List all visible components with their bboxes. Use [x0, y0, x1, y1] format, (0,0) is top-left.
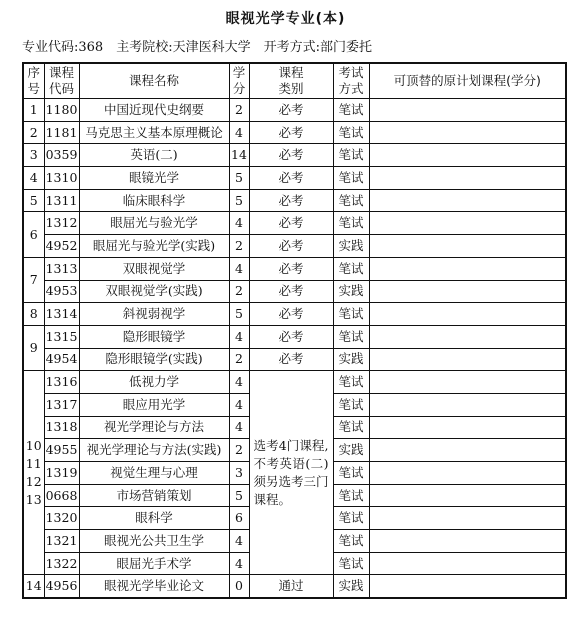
- table-row: [23, 167, 566, 190]
- course-code-cell: 1320: [44, 507, 79, 530]
- exam-method-cell: 笔试: [333, 99, 369, 122]
- exam-method-cell: 实践: [333, 575, 369, 598]
- credit-cell: 2: [229, 439, 249, 462]
- course-code-cell: 1322: [44, 552, 79, 575]
- exam-method-cell: 笔试: [333, 121, 369, 144]
- seq-cell: 5: [23, 189, 44, 212]
- credit-cell: 4: [229, 416, 249, 439]
- seq-cell: 9: [23, 325, 44, 370]
- credit-cell: 4: [229, 393, 249, 416]
- table-row: [23, 144, 566, 167]
- replaceable-course-cell: [369, 507, 566, 530]
- credit-cell: 4: [229, 325, 249, 348]
- exam-method-cell: 笔试: [333, 393, 369, 416]
- exam-method-cell: 笔试: [333, 167, 369, 190]
- course-code-cell: 4954: [44, 348, 79, 371]
- seq-cell: 8: [23, 303, 44, 326]
- course-code-cell: 4955: [44, 439, 79, 462]
- category-cell: 必考: [249, 99, 333, 122]
- table-row: [23, 348, 566, 371]
- table-row: [23, 303, 566, 326]
- header-seq: 序号: [23, 63, 44, 99]
- credit-cell: 2: [229, 99, 249, 122]
- course-code-cell: 4953: [44, 280, 79, 303]
- exam-method-cell: 笔试: [333, 303, 369, 326]
- elective-seq-number: 12: [25, 473, 42, 489]
- header-category: 课程类别: [249, 63, 333, 99]
- course-name-cell: 双眼视觉学: [79, 257, 229, 280]
- course-name-cell: 视光学理论与方法: [79, 416, 229, 439]
- credit-cell: 4: [229, 257, 249, 280]
- course-code-cell: 1314: [44, 303, 79, 326]
- replaceable-course-cell: [369, 257, 566, 280]
- elective-seq-number: 11: [25, 455, 42, 471]
- course-code-cell: 4956: [44, 575, 79, 598]
- exam-method-cell: 笔试: [333, 371, 369, 394]
- exam-method-cell: 笔试: [333, 212, 369, 235]
- course-code-cell: 4952: [44, 235, 79, 258]
- course-name-cell: 眼屈光与验光学(实践): [79, 235, 229, 258]
- header-name: 课程名称: [79, 63, 229, 99]
- header-code: 课程代码: [44, 63, 79, 99]
- replaceable-course-cell: [369, 167, 566, 190]
- credit-cell: 2: [229, 280, 249, 303]
- table-row: [23, 371, 566, 394]
- exam-method-cell: 笔试: [333, 484, 369, 507]
- credit-cell: 4: [229, 212, 249, 235]
- category-cell: 必考: [249, 144, 333, 167]
- replaceable-course-cell: [369, 303, 566, 326]
- exam-method-cell: 笔试: [333, 144, 369, 167]
- credit-cell: 4: [229, 552, 249, 575]
- exam-method-cell: 实践: [333, 235, 369, 258]
- course-code-cell: 1311: [44, 189, 79, 212]
- seq-cell: 6: [23, 212, 44, 257]
- replaceable-course-cell: [369, 416, 566, 439]
- credit-cell: 14: [229, 144, 249, 167]
- course-name-cell: 眼屈光手术学: [79, 552, 229, 575]
- category-cell: 通过: [249, 575, 333, 598]
- table-body: [23, 99, 566, 599]
- course-code-cell: 1321: [44, 530, 79, 553]
- course-name-cell: 视光学理论与方法(实践): [79, 439, 229, 462]
- course-code-cell: 1316: [44, 371, 79, 394]
- table-row: [23, 212, 566, 235]
- course-code-cell: 1317: [44, 393, 79, 416]
- replaceable-course-cell: [369, 235, 566, 258]
- replaceable-course-cell: [369, 348, 566, 371]
- elective-note: 选考4门课程,不考英语(二)须另选考三门课程。: [249, 371, 333, 575]
- header-row: [23, 63, 566, 99]
- course-name-cell: 临床眼科学: [79, 189, 229, 212]
- replaceable-course-cell: [369, 462, 566, 485]
- category-cell: 必考: [249, 167, 333, 190]
- exam-method-cell: 笔试: [333, 462, 369, 485]
- course-code-cell: 1312: [44, 212, 79, 235]
- elective-seq-numbers: [23, 371, 44, 575]
- course-name-cell: 隐形眼镜学(实践): [79, 348, 229, 371]
- course-name-cell: 眼镜光学: [79, 167, 229, 190]
- seq-cell: 4: [23, 167, 44, 190]
- course-table: [22, 62, 567, 599]
- table-row: [23, 189, 566, 212]
- credit-cell: 5: [229, 484, 249, 507]
- exam-method-cell: 笔试: [333, 552, 369, 575]
- replaceable-course-cell: [369, 121, 566, 144]
- course-code-cell: 1180: [44, 99, 79, 122]
- category-cell: 必考: [249, 189, 333, 212]
- seq-cell: 1: [23, 99, 44, 122]
- credit-cell: 5: [229, 189, 249, 212]
- table-row: [23, 99, 566, 122]
- replaceable-course-cell: [369, 371, 566, 394]
- category-cell: 必考: [249, 121, 333, 144]
- replaceable-course-cell: [369, 439, 566, 462]
- table-row: [23, 121, 566, 144]
- elective-seq-number: 10: [25, 437, 42, 453]
- elective-seq-number: 13: [25, 491, 42, 507]
- course-name-cell: 眼视光学毕业论文: [79, 575, 229, 598]
- replaceable-course-cell: [369, 575, 566, 598]
- exam-method-cell: 实践: [333, 348, 369, 371]
- replaceable-course-cell: [369, 325, 566, 348]
- course-name-cell: 双眼视觉学(实践): [79, 280, 229, 303]
- course-name-cell: 中国近现代史纲要: [79, 99, 229, 122]
- replaceable-course-cell: [369, 99, 566, 122]
- course-name-cell: 低视力学: [79, 371, 229, 394]
- credit-cell: 4: [229, 371, 249, 394]
- replaceable-course-cell: [369, 484, 566, 507]
- page-title: 眼视光学专业(本): [225, 11, 346, 27]
- replaceable-course-cell: [369, 393, 566, 416]
- course-code-cell: 1310: [44, 167, 79, 190]
- replaceable-course-cell: [369, 144, 566, 167]
- category-cell: 必考: [249, 303, 333, 326]
- course-name-cell: 英语(二): [79, 144, 229, 167]
- program-meta: 专业代码:368 主考院校:天津医科大学 开考方式:部门委托: [22, 40, 372, 55]
- replaceable-course-cell: [369, 280, 566, 303]
- exam-method-cell: 笔试: [333, 416, 369, 439]
- exam-method-cell: 实践: [333, 280, 369, 303]
- credit-cell: 5: [229, 303, 249, 326]
- replaceable-course-cell: [369, 212, 566, 235]
- category-cell: 必考: [249, 348, 333, 371]
- exam-method-cell: 笔试: [333, 189, 369, 212]
- credit-cell: 6: [229, 507, 249, 530]
- course-name-cell: 斜视弱视学: [79, 303, 229, 326]
- table-row: [23, 235, 566, 258]
- header-credit: 学分: [229, 63, 249, 99]
- table-row: [23, 257, 566, 280]
- exam-method-cell: 笔试: [333, 325, 369, 348]
- table-row: [23, 575, 566, 598]
- credit-cell: 2: [229, 348, 249, 371]
- category-cell: 必考: [249, 325, 333, 348]
- seq-cell: 14: [23, 575, 44, 598]
- category-cell: 必考: [249, 212, 333, 235]
- course-code-cell: 0668: [44, 484, 79, 507]
- header-replace: 可顶替的原计划课程(学分): [369, 63, 566, 99]
- credit-cell: 2: [229, 235, 249, 258]
- course-name-cell: 马克思主义基本原理概论: [79, 121, 229, 144]
- seq-cell: 3: [23, 144, 44, 167]
- category-cell: 必考: [249, 257, 333, 280]
- credit-cell: 4: [229, 121, 249, 144]
- exam-method-cell: 笔试: [333, 507, 369, 530]
- header-exam: 考试方式: [333, 63, 369, 99]
- course-name-cell: 隐形眼镜学: [79, 325, 229, 348]
- credit-cell: 0: [229, 575, 249, 598]
- exam-method-cell: 笔试: [333, 530, 369, 553]
- course-code-cell: 1315: [44, 325, 79, 348]
- exam-method-cell: 实践: [333, 439, 369, 462]
- seq-cell: 7: [23, 257, 44, 302]
- replaceable-course-cell: [369, 189, 566, 212]
- replaceable-course-cell: [369, 530, 566, 553]
- table-row: [23, 325, 566, 348]
- course-code-cell: 1181: [44, 121, 79, 144]
- course-name-cell: 眼屈光与验光学: [79, 212, 229, 235]
- course-name-cell: 市场营销策划: [79, 484, 229, 507]
- course-code-cell: 1313: [44, 257, 79, 280]
- table-row: [23, 280, 566, 303]
- course-name-cell: 眼科学: [79, 507, 229, 530]
- category-cell: 必考: [249, 235, 333, 258]
- credit-cell: 4: [229, 530, 249, 553]
- course-code-cell: 1318: [44, 416, 79, 439]
- replaceable-course-cell: [369, 552, 566, 575]
- credit-cell: 5: [229, 167, 249, 190]
- course-name-cell: 眼应用光学: [79, 393, 229, 416]
- course-code-cell: 1319: [44, 462, 79, 485]
- course-name-cell: 眼视光公共卫生学: [79, 530, 229, 553]
- exam-method-cell: 笔试: [333, 257, 369, 280]
- credit-cell: 3: [229, 462, 249, 485]
- category-cell: 必考: [249, 280, 333, 303]
- course-name-cell: 视觉生理与心理: [79, 462, 229, 485]
- course-code-cell: 0359: [44, 144, 79, 167]
- seq-cell: 2: [23, 121, 44, 144]
